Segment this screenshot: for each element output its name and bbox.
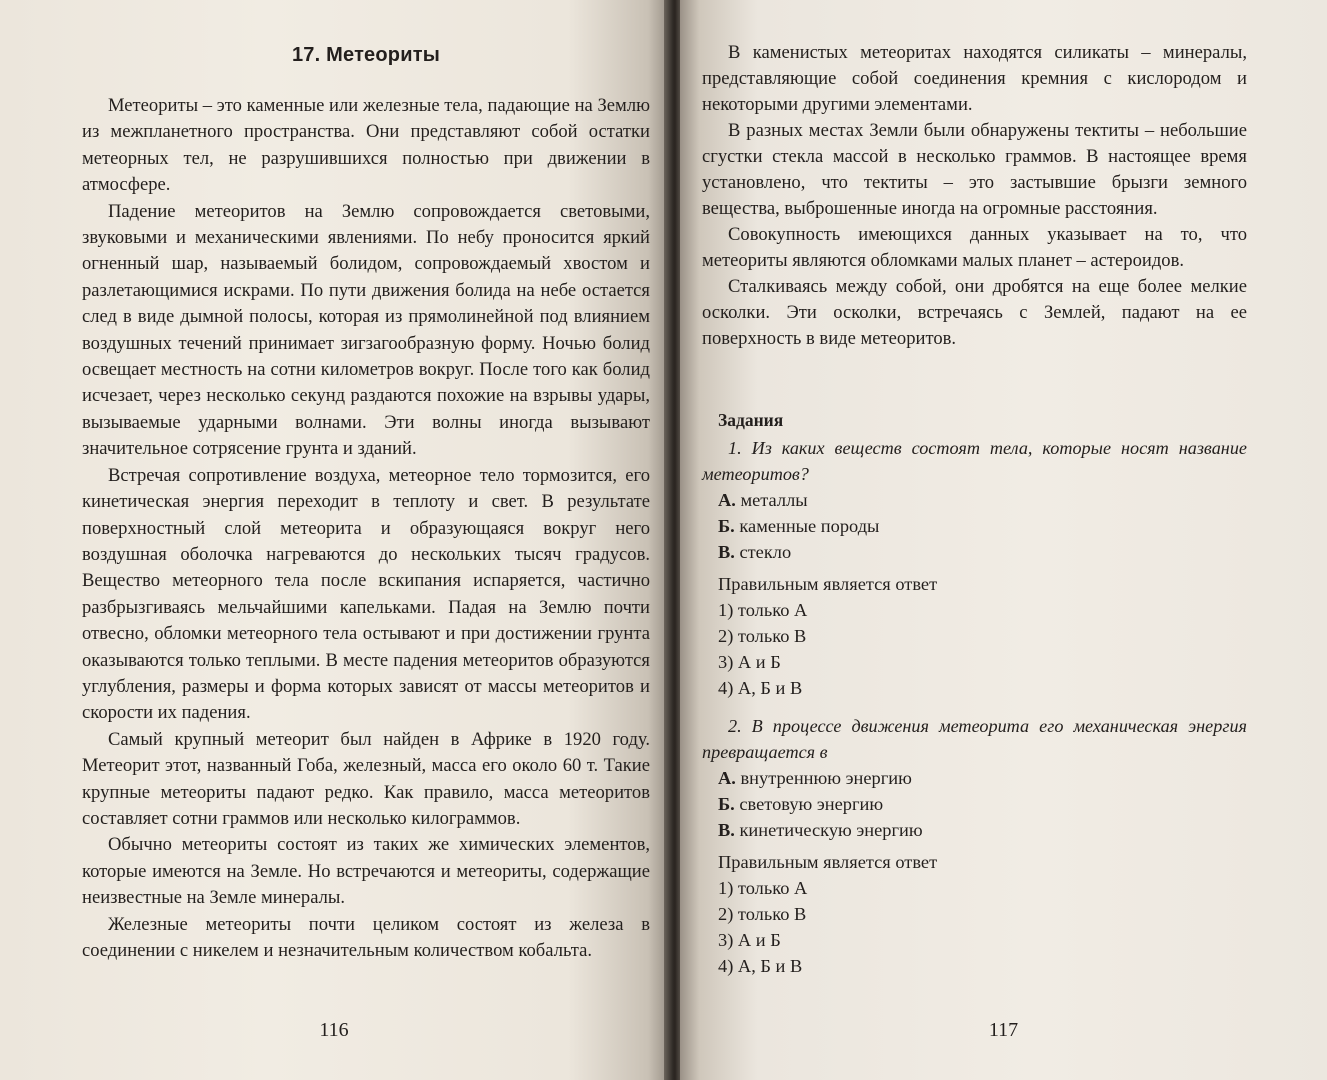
task-option [718, 513, 1247, 539]
option-letter: Б. [718, 516, 735, 536]
answer-choice: 1) только А [718, 878, 808, 898]
answer-choice: 3) А и Б [718, 652, 781, 672]
page-number: 117 [988, 1019, 1019, 1041]
task-option [718, 539, 1247, 565]
task-2 [702, 713, 1247, 979]
answer-choice: 4) А, Б и В [718, 678, 803, 698]
answer-choice: 4) А, Б и В [718, 956, 803, 976]
paragraph: Железные метеориты почти целиком состоят из железа в соединении с никелем и незначительным количеством кобальта. [82, 913, 650, 961]
answer-choice: 3) А и Б [718, 930, 781, 950]
answer-choice: 2) только В [718, 904, 807, 924]
paragraph: Встречая сопротивление воздуха, метеорное тело тормозится, его кинетическая энергия переходит в теплоту и свет. В результате поверхностный слой метеорита и образующаяся вокруг него воздушная оболочка нагреваются до нескольких тысяч градусов. Вещество метеорного тела после вскипания испаряется, частично разбрызгиваясь мельчайшими капельками. Падая на Землю почти отвесно, обломки метеорного тела остывают и при достижении грунта оказываются только теплыми. В месте падения метеоритов образуются углубления, размеры и форма которых зависят от массы метеоритов и скорости их падения. [82, 464, 650, 724]
task-1 [702, 435, 1247, 701]
right-page [680, 0, 1327, 1080]
task-option [718, 487, 1247, 513]
option-text: внутреннюю энергию [740, 768, 912, 788]
option-text: металлы [740, 490, 808, 510]
chapter-title: 17. Метеориты [291, 44, 440, 66]
task-question: 2. В процессе движения метеорита его механическая энергия превращается в [702, 716, 1247, 762]
paragraph: Сталкиваясь между собой, они дробятся на еще более мелкие осколки. Эти осколки, встречаясь с Землей, падают на ее поверхность в виде метеоритов. [702, 276, 1247, 349]
answer-prompt: Правильным является ответ [718, 574, 938, 594]
option-letter: В. [718, 820, 735, 840]
paragraph: В каменистых метеоритах находятся силикаты – минералы, представляющие собой соединения кремния с кислородом и некоторыми другими элементами. [702, 42, 1247, 115]
option-text: стекло [739, 542, 792, 562]
task-option [718, 791, 1247, 817]
page-number: 116 [319, 1019, 349, 1041]
paragraph: Самый крупный метеорит был найден в Африке в 1920 году. Метеорит этот, названный Гоба, железный, масса его около 60 т. Такие крупные метеориты падают редко. Как правило, масса метеоритов составляет сотни граммов или несколько килограммов. [82, 728, 650, 829]
paragraph: Обычно метеориты состоят из таких же химических элементов, которые имеются на Земле. Но встречаются и метеориты, содержащие неизвестные на Земле минералы. [82, 834, 650, 909]
option-letter: А. [718, 768, 736, 788]
left-page-text [82, 93, 650, 964]
answer-prompt: Правильным является ответ [718, 852, 938, 872]
paragraph: Метеориты – это каменные или железные тела, падающие на Землю из межпланетного пространства. Они представляют собой остатки метеорных тел, не разрушившихся полностью при движении в атмосфере. [82, 95, 650, 196]
tasks-heading: Задания [718, 410, 784, 430]
option-text: кинетическую энергию [739, 820, 923, 840]
option-text: каменные породы [739, 516, 880, 536]
answer-choice: 2) только В [718, 626, 807, 646]
option-letter: В. [718, 542, 735, 562]
answer-choice: 1) только А [718, 600, 808, 620]
option-letter: Б. [718, 794, 735, 814]
paragraph: Совокупность имеющихся данных указывает на то, что метеориты являются обломками малых планет – астероидов. [702, 224, 1247, 271]
task-question: 1. Из каких веществ состоят тела, которые носят название метеоритов? [702, 438, 1247, 484]
right-page-text [702, 40, 1247, 352]
option-text: световую энергию [739, 794, 884, 814]
option-letter: А. [718, 490, 736, 510]
paragraph: Падение метеоритов на Землю сопровождается световыми, звуковыми и механическими явлениями. По небу проносится яркий огненный шар, называемый болидом, сопровождаемый хвостом и разлетающимися искрами. По пути движения болида на небе остается след в виде дымной полосы, которая из прямолинейной под влиянием воздушных течений принимает зигзагообразную форму. Ночью болид освещает местность на сотни километров вокруг. После того как болид исчезает, через несколько секунд раздаются похожие на взрывы удары, вызываемые ударными волнами. Эти волны иногда вызывают значительное сотрясение грунта и зданий. [82, 200, 650, 460]
paragraph: В разных местах Земли были обнаружены тектиты – небольшие сгустки стекла массой в несколько граммов. В настоящее время установлено, что тектиты – это застывшие брызги земного вещества, выброшенные иногда на огромные расстояния. [702, 120, 1247, 219]
task-option [718, 765, 1247, 791]
task-option [718, 817, 1247, 843]
